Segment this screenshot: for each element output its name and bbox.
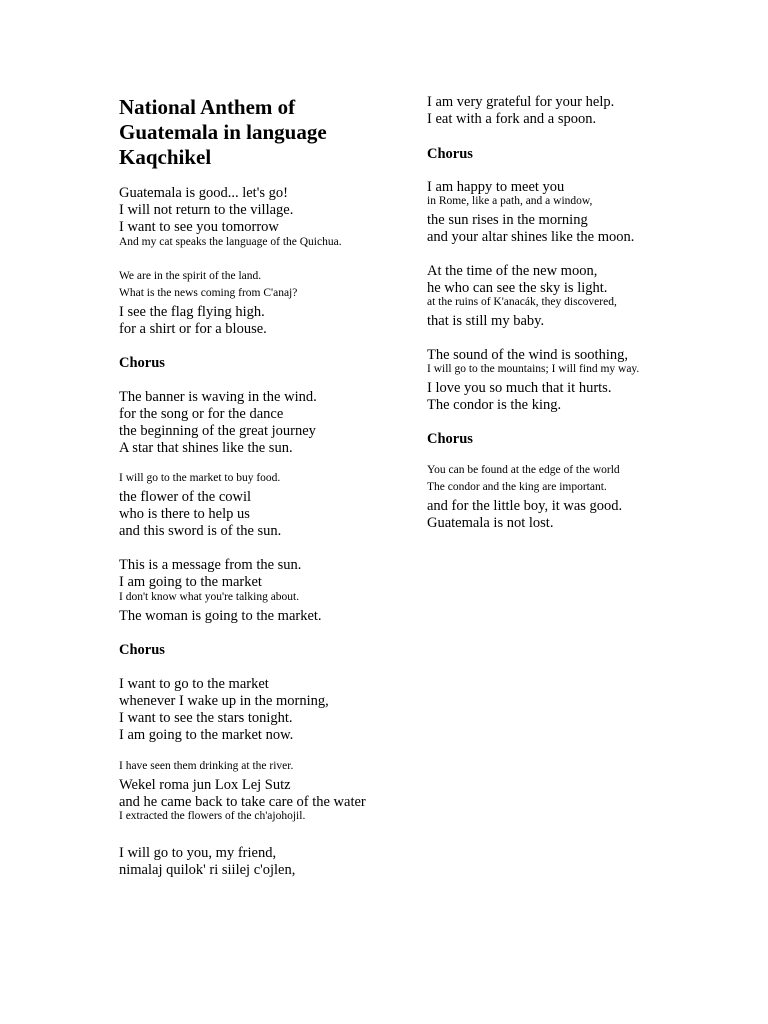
lyric-line: I am going to the market now.: [119, 727, 294, 743]
lyric-line: I will go to the market to buy food.: [119, 472, 281, 484]
lyric-line: You can be found at the edge of the world: [427, 464, 620, 476]
lyric-line: I will not return to the village.: [119, 202, 294, 218]
lyric-line: I have seen them drinking at the river.: [119, 760, 294, 772]
lyric-line: The sound of the wind is soothing,: [427, 347, 628, 363]
chorus-heading: Chorus: [427, 431, 473, 447]
lyric-line: and your altar shines like the moon.: [427, 229, 635, 245]
lyric-line: This is a message from the sun.: [119, 557, 302, 573]
lyric-line: A star that shines like the sun.: [119, 440, 293, 456]
document-title: National Anthem of Guatemala in language Kaqchikel: [119, 95, 327, 169]
lyric-line: And my cat speaks the language of the Quichua.: [119, 236, 342, 248]
lyric-line: the sun rises in the morning: [427, 212, 588, 228]
lyric-line: in Rome, like a path, and a window,: [427, 195, 593, 207]
lyric-line: I see the flag flying high.: [119, 304, 265, 320]
lyric-line: The woman is going to the market.: [119, 608, 322, 624]
lyric-line: I am happy to meet you: [427, 179, 565, 195]
lyric-line: At the time of the new moon,: [427, 263, 598, 279]
lyric-line: I want to see the stars tonight.: [119, 710, 293, 726]
lyric-line: I am very grateful for your help.: [427, 94, 615, 110]
lyric-line: the beginning of the great journey: [119, 423, 316, 439]
lyric-line: I will go to you, my friend,: [119, 845, 277, 861]
lyric-line: for the song or for the dance: [119, 406, 284, 422]
lyric-line: I will go to the mountains; I will find my way.: [427, 363, 640, 375]
lyric-line: Wekel roma jun Lox Lej Sutz: [119, 777, 291, 793]
lyric-line: I extracted the flowers of the ch'ajohojil.: [119, 810, 306, 822]
lyric-line: whenever I wake up in the morning,: [119, 693, 329, 709]
lyric-line: and this sword is of the sun.: [119, 523, 282, 539]
lyric-line: I eat with a fork and a spoon.: [427, 111, 597, 127]
lyric-line: he who can see the sky is light.: [427, 280, 608, 296]
lyric-line: at the ruins of K'anacák, they discovered,: [427, 296, 617, 308]
chorus-heading: Chorus: [119, 355, 165, 371]
chorus-heading: Chorus: [119, 642, 165, 658]
lyric-line: The banner is waving in the wind.: [119, 389, 317, 405]
lyric-line: Guatemala is good... let's go!: [119, 185, 288, 201]
lyric-line: What is the news coming from C'anaj?: [119, 287, 298, 299]
lyric-line: for a shirt or for a blouse.: [119, 321, 267, 337]
lyric-line: I want to see you tomorrow: [119, 219, 279, 235]
lyric-line: and for the little boy, it was good.: [427, 498, 623, 514]
lyric-line: We are in the spirit of the land.: [119, 270, 262, 282]
lyric-line: who is there to help us: [119, 506, 250, 522]
lyric-line: I am going to the market: [119, 574, 262, 590]
lyric-line: that is still my baby.: [427, 313, 545, 329]
lyric-line: The condor and the king are important.: [427, 481, 607, 493]
lyric-line: I don't know what you're talking about.: [119, 591, 300, 603]
lyric-line: Guatemala is not lost.: [427, 515, 554, 531]
chorus-heading: Chorus: [427, 146, 473, 162]
lyric-line: I want to go to the market: [119, 676, 269, 692]
lyric-line: the flower of the cowil: [119, 489, 252, 505]
lyric-line: nimalaj quilok' ri siilej c'ojlen,: [119, 862, 296, 878]
lyric-line: The condor is the king.: [427, 397, 562, 413]
lyric-line: and he came back to take care of the water: [119, 794, 366, 810]
lyric-line: I love you so much that it hurts.: [427, 380, 612, 396]
